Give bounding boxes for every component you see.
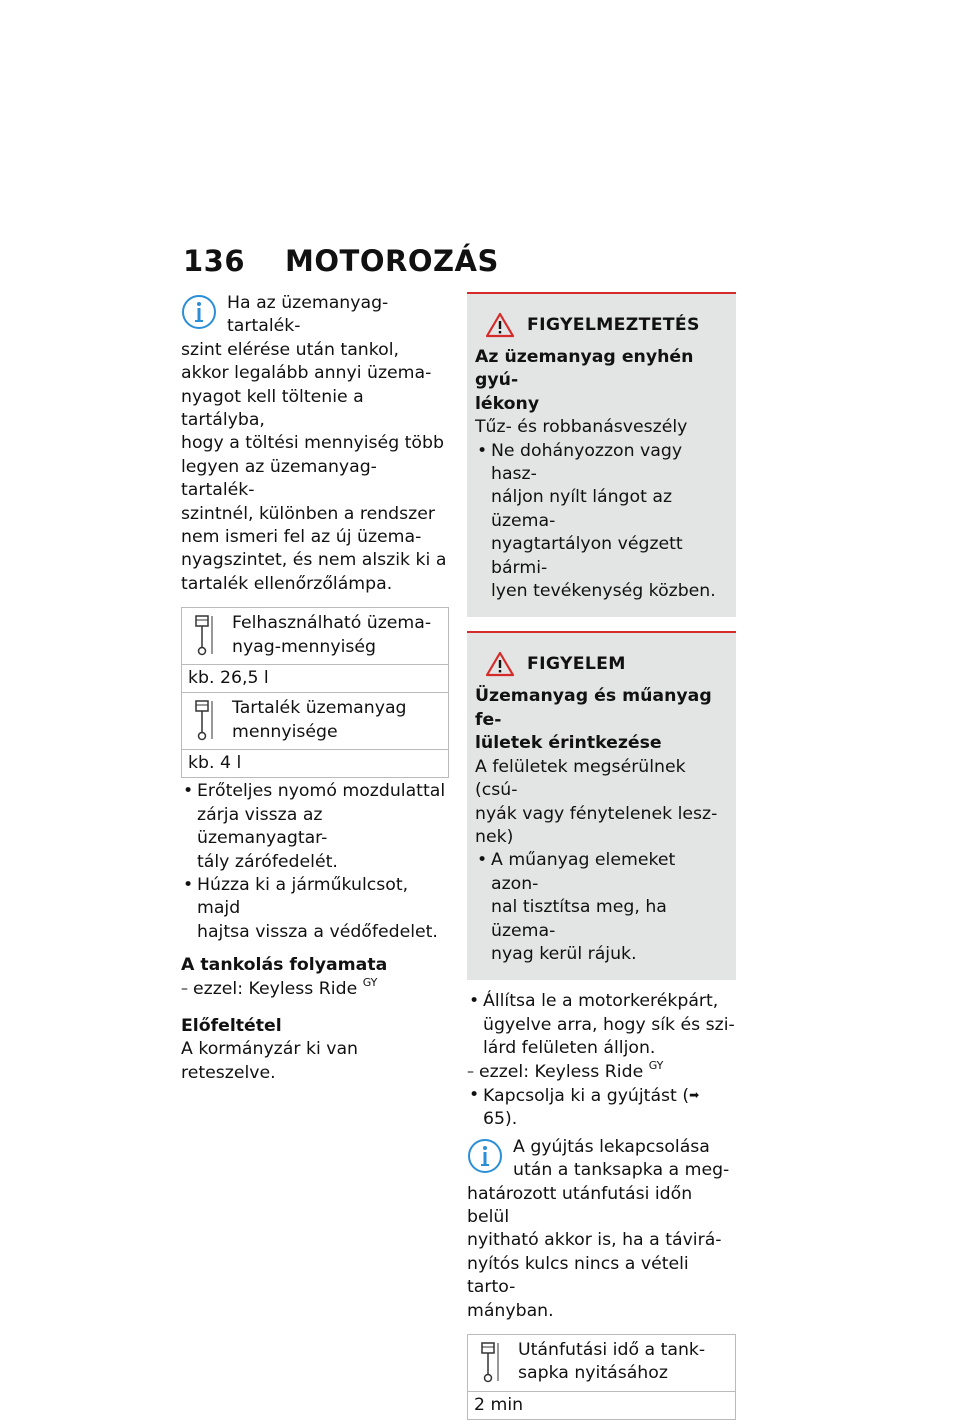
note-line: akkor legalább annyi üzema- (181, 363, 432, 384)
arrow-right-icon: ➡ (689, 1087, 700, 1102)
spec-value: kb. 4 l (188, 753, 242, 774)
bullet-list (467, 1084, 736, 1132)
procedure-heading: A tankolás folyamata (181, 955, 388, 976)
caution-heading: Üzemanyag és műanyag fe- (475, 686, 712, 730)
note-line: legyen az üzemanyag-tartalék- (181, 456, 377, 501)
page-header (183, 244, 499, 278)
info-icon (467, 1138, 507, 1180)
spec-label-line: Tartalék üzemanyag (232, 698, 407, 719)
note-line: hogy a töltési mennyiség több (181, 433, 444, 454)
spec-table-reserve-fuel (181, 693, 449, 778)
spec-label-line: Felhasználható üzema- (232, 613, 432, 634)
list-item: • Kapcsolja ki a gyújtást (➡ 65). (467, 1084, 736, 1132)
spec-value: kb. 26,5 l (188, 668, 269, 689)
note-line: szintnél, különben a rendszer (181, 503, 435, 524)
caution-label: FIGYELEM (527, 654, 626, 675)
page-number: 136 (183, 244, 246, 278)
info-note (181, 292, 449, 596)
spec-gauge-icon (194, 612, 232, 660)
note-line: szint elérése után tankol, (181, 339, 399, 360)
right-column (467, 292, 736, 1420)
list-item: • Húzza ki a járműkulcsot, majd hajtsa vissza a védőfedelet. (181, 874, 449, 944)
precondition-text: A kormányzár ki van reteszelve. (181, 1039, 359, 1083)
caution-box: FIGYELEM Üzemanyag és műanyag fe- lületek érintkezése A felületek megsérülnek (csú- nyák vagy fénytelenek lesz- nek) • A műanyag elemeket azon- nal tisztítsa meg, ha üzema- nyag kerül rájuk. (467, 631, 736, 980)
list-item: • Állítsa le a motorkerékpárt, ügyelve arra, hogy sík és szi- lárd felületen álljon. (467, 990, 736, 1060)
dash-list (181, 975, 449, 1001)
bullet-list (467, 990, 736, 1060)
note-first-line: Ha az üzemanyag-tartalék- (227, 293, 389, 337)
spec-table-run-on-time: Utánfutási idő a tank- sapka nyitásához 2 min (467, 1334, 736, 1420)
list-item: – ezzel: Keyless Ride $^{GY}$ (467, 1061, 736, 1084)
spec-gauge-icon (194, 697, 232, 745)
section-title: MOTOROZÁS (285, 244, 499, 278)
list-item: • Erőteljes nyomó mozdulattal zárja vissza az üzemanyagtar- tály zárófedelét. (181, 780, 449, 874)
warning-box (467, 292, 736, 617)
list-item: • Ne dohányozzon vagy hasz- náljon nyílt lángot az üzema- nyagtartályon végzett bármi- lyen tevékenység közben. (475, 440, 728, 604)
precondition-heading: Előfeltétel (181, 1015, 282, 1036)
note-line: nyagszintet, és nem alszik ki a (181, 550, 447, 571)
warning-triangle-icon (485, 312, 515, 338)
spec-value: 2 min (474, 1395, 524, 1416)
warning-heading: lékony (475, 393, 540, 414)
note-line: tartalék ellenőrzőlámpa. (181, 573, 393, 594)
warning-triangle-icon (485, 651, 515, 677)
dash-list (467, 1058, 736, 1084)
list-item: • A műanyag elemeket azon- nal tisztítsa meg, ha üzema- nyag kerül rájuk. (475, 849, 728, 966)
list-item: – ezzel: Keyless Ride $^{GY}$ (181, 978, 449, 1001)
warning-heading: Az üzemanyag enyhén gyú- (475, 347, 694, 391)
note-line: nem ismeri fel az új üzema- (181, 527, 422, 548)
spec-gauge-icon (480, 1339, 518, 1387)
caution-heading: lületek érintkezése (475, 733, 662, 754)
warning-subtitle: Tűz- és robbanásveszély (475, 417, 688, 438)
page-reference[interactable]: 65 (483, 1109, 505, 1130)
info-icon (181, 294, 221, 336)
spec-label-line: nyag-mennyiség (232, 636, 376, 657)
left-column (181, 292, 449, 1085)
info-note: A gyújtás lekapcsolása után a tanksapka a meg- határozott utánfutási időn belül nyitható akkor is, ha a távirá- nyítós kulcs nincs a vételi tarto- mányban. (467, 1136, 730, 1321)
spec-table-usable-fuel (181, 607, 449, 693)
warning-label: FIGYELMEZTETÉS (527, 315, 700, 335)
spec-label-line: mennyisége (232, 721, 338, 742)
note-line: nyagot kell töltenie a tartályba, (181, 386, 364, 431)
bullet-list (181, 780, 449, 944)
